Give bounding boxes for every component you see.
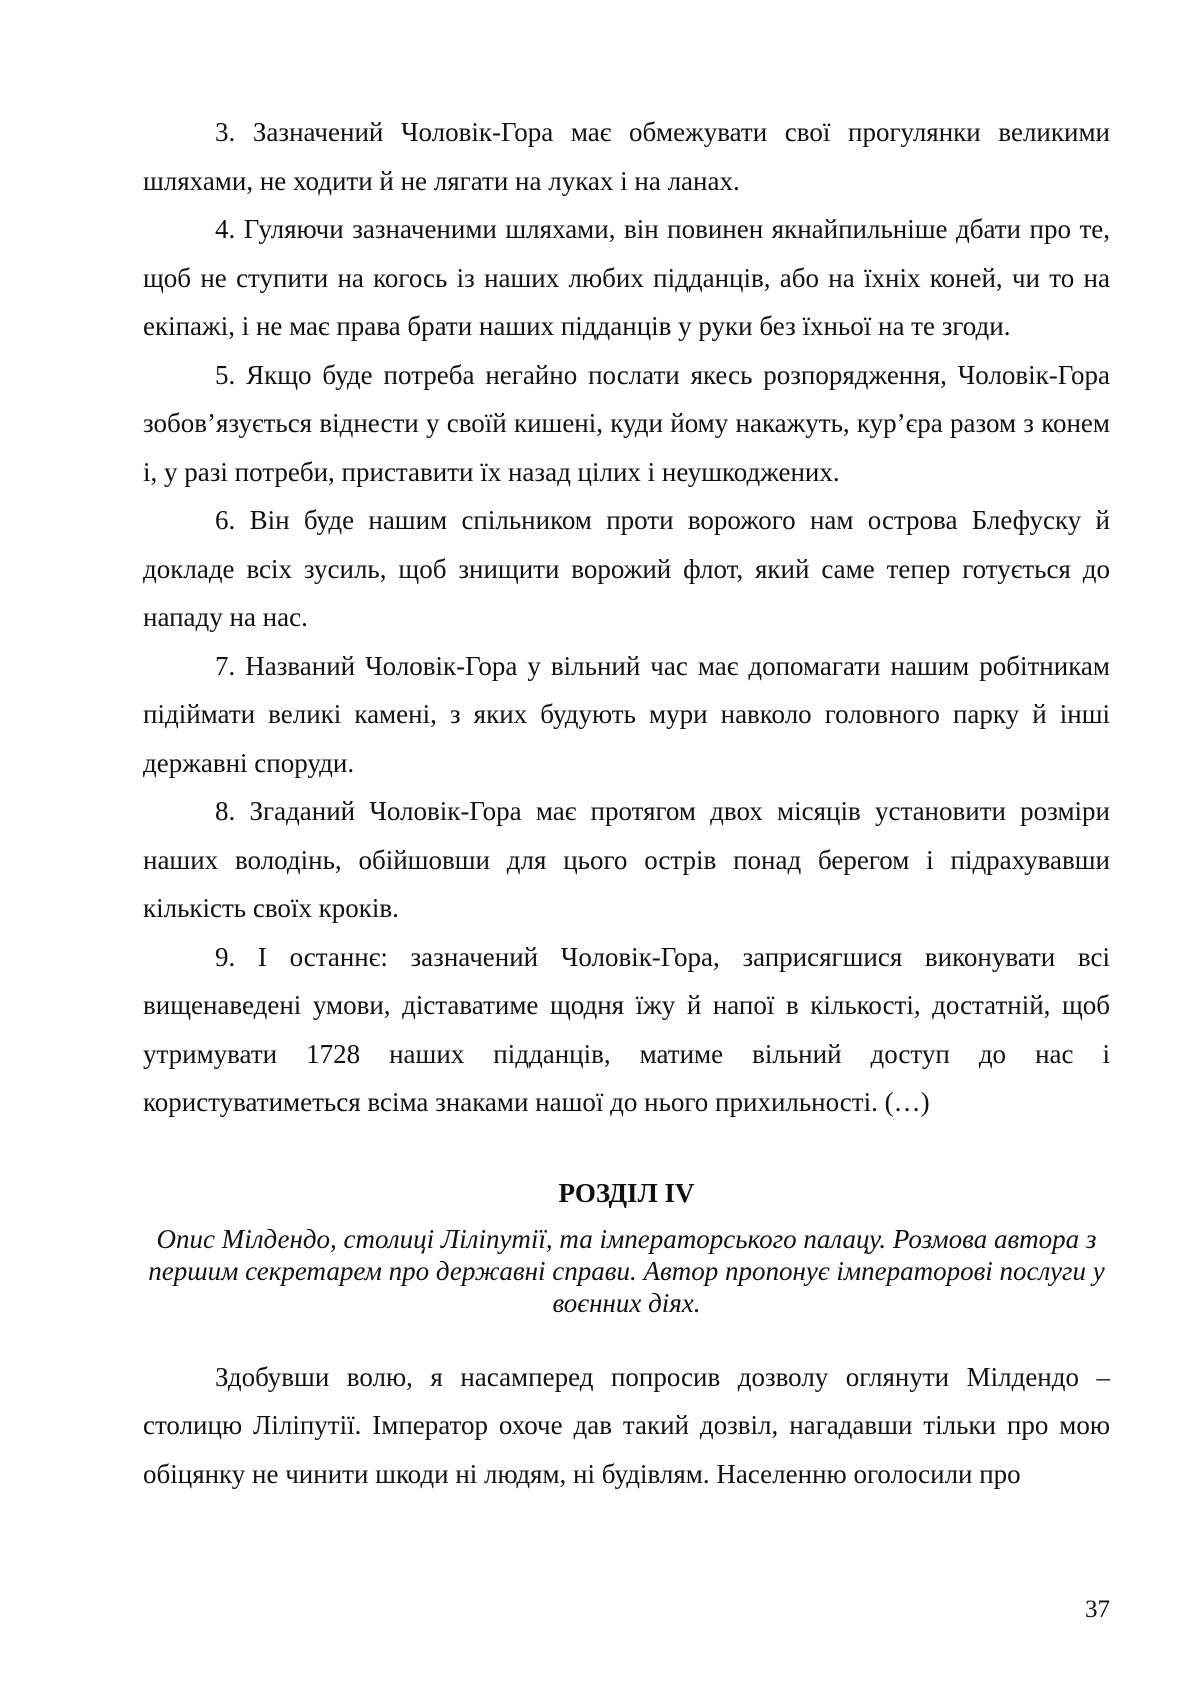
chapter-body-paragraph: Здобувши волю, я насамперед попросив дозволу оглянути Мілдендо – столицю Ліліпутії. Імператор охоче дав такий дозвіл, нагадавши тільки про мою обіцянку не чинити шкоди ні людям, ні будівлям. Населенню оголосили про (143, 1361, 1110, 1489)
condition-paragraph-3: 3. Зазначений Чоловік-Гора має обмежувати свої прогулянки великими шляхами, не ходити й не лягати на луках і на ланах. (143, 117, 1110, 196)
chapter-summary: Опис Мілдендо, столиці Ліліпутії, та імператорського палацу. Розмова автора з першим секретарем про державні справи. Автор пропонує імператорові послуги у воєнних діях. (148, 1223, 1105, 1318)
condition-paragraph-4: 4. Гуляючи зазначеними шляхами, він повинен якнайпильніше дбати про те, щоб не ступити на когось із наших любих підданців, або на їхніх коней, чи то на екіпажі, і не має права брати наших підданців у руки без їхньої на те згоди. (143, 214, 1110, 341)
condition-paragraph-9: 9. І останнє: зазначений Чоловік-Гора, заприсягшися виконувати всі вищенаведені умови, діставатиме щодня їжу й напої в кількості, достатній, щоб утримувати 1728 наших підданців, матиме вільний доступ до нас і користуватиметься всіма знаками нашої до нього прихильності. (…) (143, 941, 1110, 1117)
condition-paragraph-7: 7. Названий Чоловік-Гора у вільний час має допомагати нашим робітникам підіймати великі камені, з яких будують мури навколо головного парку й інші державні споруди. (143, 650, 1110, 778)
page-content (143, 108, 1110, 1498)
chapter-heading: РОЗДІЛ IV (558, 1177, 695, 1208)
condition-paragraph-5: 5. Якщо буде потреба негайно послати якесь розпорядження, Чоловік-Гора зобов’язується віднести у своїй кишені, куди йому накажуть, кур’єра разом з конем і, у разі потреби, приставити їх назад цілих і неушкоджених. (143, 359, 1110, 487)
condition-paragraph-6: 6. Він буде нашим спільником проти ворожого нам острова Блефуску й докладе всіх зусиль, щоб знищити ворожий флот, який саме тепер готується до нападу на нас. (143, 505, 1110, 632)
page-number: 37 (1085, 1596, 1110, 1623)
condition-paragraph-8: 8. Згаданий Чоловік-Гора має протягом двох місяців установити розміри наших володінь, обійшовши для цього острів понад берегом і підрахувавши кількість своїх кроків. (143, 796, 1110, 923)
